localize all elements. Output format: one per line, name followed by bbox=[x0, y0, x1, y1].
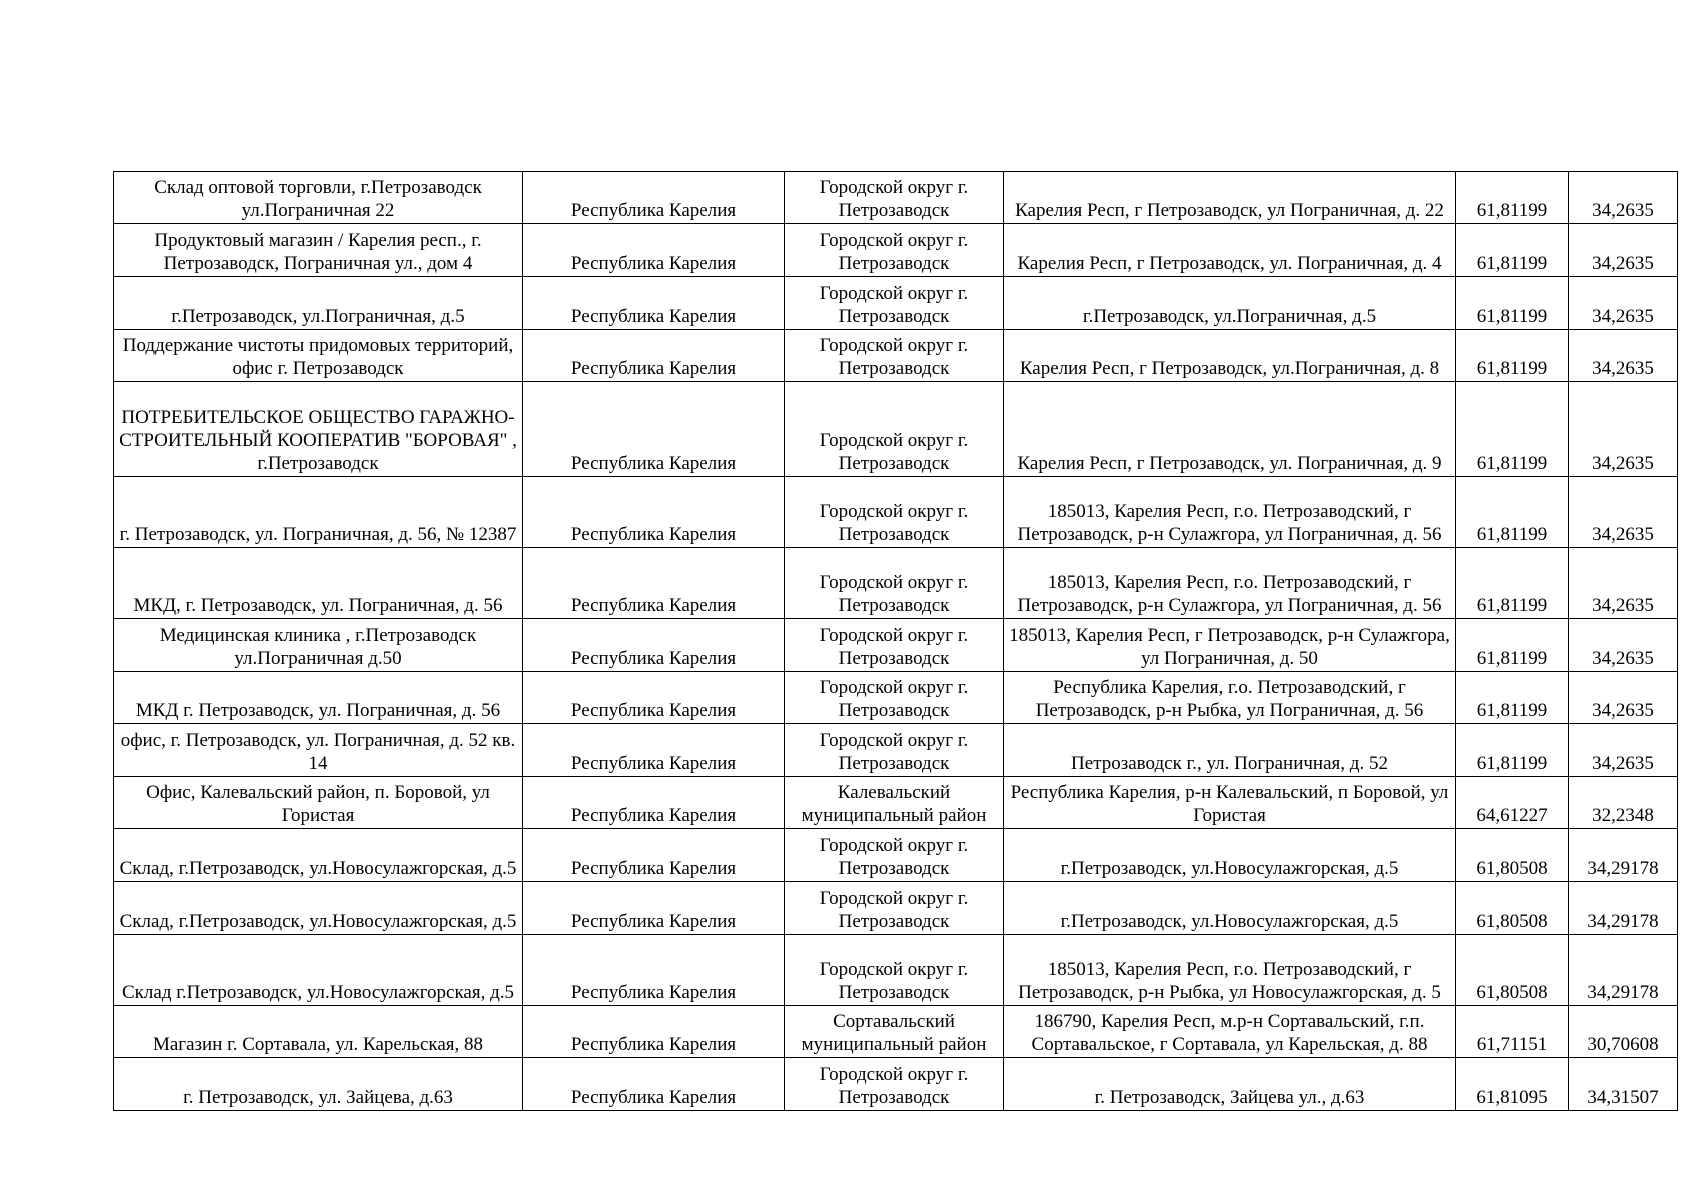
table-row bbox=[114, 829, 1678, 882]
cell-longitude: 34,29178 bbox=[1569, 882, 1678, 935]
registry-table bbox=[113, 171, 1678, 1111]
cell-region: Республика Карелия bbox=[523, 619, 785, 672]
cell-longitude: 34,2635 bbox=[1569, 724, 1678, 777]
cell-address: г.Петрозаводск, ул.Новосулажгорская, д.5 bbox=[1004, 829, 1456, 882]
cell-municipality: Городской округ г. Петрозаводск bbox=[785, 672, 1004, 724]
cell-address: 185013, Карелия Респ, г Петрозаводск, р-н Сулажгора, ул Пограничная, д. 50 bbox=[1004, 619, 1456, 672]
cell-address: Карелия Респ, г Петрозаводск, ул Пограничная, д. 22 bbox=[1004, 172, 1456, 224]
cell-region: Республика Карелия bbox=[523, 548, 785, 619]
cell-municipality: Городской округ г. Петрозаводск bbox=[785, 1058, 1004, 1111]
cell-name: МКД г. Петрозаводск, ул. Пограничная, д. 56 bbox=[114, 672, 523, 724]
table-row bbox=[114, 224, 1678, 277]
cell-longitude: 34,2635 bbox=[1569, 172, 1678, 224]
cell-longitude: 34,2635 bbox=[1569, 672, 1678, 724]
cell-longitude: 34,29178 bbox=[1569, 829, 1678, 882]
cell-name: МКД, г. Петрозаводск, ул. Пограничная, д. 56 bbox=[114, 548, 523, 619]
cell-longitude: 30,70608 bbox=[1569, 1006, 1678, 1058]
cell-address: г.Петрозаводск, ул.Новосулажгорская, д.5 bbox=[1004, 882, 1456, 935]
cell-region: Республика Карелия bbox=[523, 1058, 785, 1111]
table-row bbox=[114, 1006, 1678, 1058]
table-row bbox=[114, 619, 1678, 672]
cell-latitude: 61,81199 bbox=[1456, 224, 1569, 277]
cell-name: Склад, г.Петрозаводск, ул.Новосулажгорская, д.5 bbox=[114, 829, 523, 882]
table-row bbox=[114, 724, 1678, 777]
cell-region: Республика Карелия bbox=[523, 724, 785, 777]
cell-address: 185013, Карелия Респ, г.о. Петрозаводский, г Петрозаводск, р-н Сулажгора, ул Пограничная, д. 56 bbox=[1004, 477, 1456, 548]
cell-address: Карелия Респ, г Петрозаводск, ул. Пограничная, д. 9 bbox=[1004, 382, 1456, 477]
cell-region: Республика Карелия bbox=[523, 382, 785, 477]
cell-latitude: 61,71151 bbox=[1456, 1006, 1569, 1058]
cell-name: Продуктовый магазин / Карелия респ., г. Петрозаводск, Пограничная ул., дом 4 bbox=[114, 224, 523, 277]
cell-municipality: Городской округ г. Петрозаводск bbox=[785, 477, 1004, 548]
cell-latitude: 61,80508 bbox=[1456, 935, 1569, 1006]
cell-name: Магазин г. Сортавала, ул. Карельская, 88 bbox=[114, 1006, 523, 1058]
cell-municipality: Городской округ г. Петрозаводск bbox=[785, 829, 1004, 882]
cell-longitude: 34,2635 bbox=[1569, 224, 1678, 277]
cell-address: 185013, Карелия Респ, г.о. Петрозаводский, г Петрозаводск, р-н Рыбка, ул Новосулажгорская, д. 5 bbox=[1004, 935, 1456, 1006]
cell-name: Склад г.Петрозаводск, ул.Новосулажгорская, д.5 bbox=[114, 935, 523, 1006]
cell-region: Республика Карелия bbox=[523, 330, 785, 382]
cell-region: Республика Карелия bbox=[523, 935, 785, 1006]
table-row bbox=[114, 882, 1678, 935]
cell-latitude: 61,81095 bbox=[1456, 1058, 1569, 1111]
cell-latitude: 61,81199 bbox=[1456, 277, 1569, 330]
cell-address: Карелия Респ, г Петрозаводск, ул. Пограничная, д. 4 bbox=[1004, 224, 1456, 277]
cell-name: г.Петрозаводск, ул.Пограничная, д.5 bbox=[114, 277, 523, 330]
table-row bbox=[114, 935, 1678, 1006]
cell-region: Республика Карелия bbox=[523, 672, 785, 724]
cell-latitude: 61,81199 bbox=[1456, 382, 1569, 477]
cell-longitude: 34,2635 bbox=[1569, 277, 1678, 330]
cell-latitude: 61,80508 bbox=[1456, 829, 1569, 882]
cell-name: офис, г. Петрозаводск, ул. Пограничная, д. 52 кв. 14 bbox=[114, 724, 523, 777]
cell-name: Офис, Калевальский район, п. Боровой, ул Гористая bbox=[114, 777, 523, 829]
cell-region: Республика Карелия bbox=[523, 882, 785, 935]
cell-region: Республика Карелия bbox=[523, 829, 785, 882]
cell-region: Республика Карелия bbox=[523, 1006, 785, 1058]
registry-sheet bbox=[113, 171, 1678, 1111]
table-row bbox=[114, 1058, 1678, 1111]
cell-municipality: Калевальский муниципальный район bbox=[785, 777, 1004, 829]
cell-region: Республика Карелия bbox=[523, 277, 785, 330]
cell-latitude: 61,81199 bbox=[1456, 672, 1569, 724]
cell-name: г. Петрозаводск, ул. Зайцева, д.63 bbox=[114, 1058, 523, 1111]
registry-table-body bbox=[114, 172, 1678, 1111]
cell-municipality: Городской округ г. Петрозаводск bbox=[785, 224, 1004, 277]
cell-address: г. Петрозаводск, Зайцева ул., д.63 bbox=[1004, 1058, 1456, 1111]
table-row bbox=[114, 777, 1678, 829]
cell-address: Республика Карелия, р-н Калевальский, п Боровой, ул Гористая bbox=[1004, 777, 1456, 829]
cell-region: Республика Карелия bbox=[523, 172, 785, 224]
cell-address: г.Петрозаводск, ул.Пограничная, д.5 bbox=[1004, 277, 1456, 330]
table-row bbox=[114, 277, 1678, 330]
cell-municipality: Городской округ г. Петрозаводск bbox=[785, 172, 1004, 224]
cell-municipality: Городской округ г. Петрозаводск bbox=[785, 330, 1004, 382]
cell-region: Республика Карелия bbox=[523, 777, 785, 829]
cell-name: ПОТРЕБИТЕЛЬСКОЕ ОБЩЕСТВО ГАРАЖНО-СТРОИТЕЛЬНЫЙ КООПЕРАТИВ "БОРОВАЯ" , г.Петрозаводск bbox=[114, 382, 523, 477]
table-row bbox=[114, 172, 1678, 224]
cell-latitude: 64,61227 bbox=[1456, 777, 1569, 829]
table-row bbox=[114, 548, 1678, 619]
cell-latitude: 61,80508 bbox=[1456, 882, 1569, 935]
cell-longitude: 34,2635 bbox=[1569, 382, 1678, 477]
cell-longitude: 34,2635 bbox=[1569, 330, 1678, 382]
cell-municipality: Сортавальский муниципальный район bbox=[785, 1006, 1004, 1058]
cell-address: 186790, Карелия Респ, м.р-н Сортавальский, г.п. Сортавальское, г Сортавала, ул Карельская, д. 88 bbox=[1004, 1006, 1456, 1058]
cell-address: Карелия Респ, г Петрозаводск, ул.Пограничная, д. 8 bbox=[1004, 330, 1456, 382]
cell-name: Поддержание чистоты придомовых территорий, офис г. Петрозаводск bbox=[114, 330, 523, 382]
cell-name: Склад, г.Петрозаводск, ул.Новосулажгорская, д.5 bbox=[114, 882, 523, 935]
table-row bbox=[114, 382, 1678, 477]
cell-municipality: Городской округ г. Петрозаводск bbox=[785, 619, 1004, 672]
cell-latitude: 61,81199 bbox=[1456, 548, 1569, 619]
cell-latitude: 61,81199 bbox=[1456, 619, 1569, 672]
table-row bbox=[114, 330, 1678, 382]
cell-latitude: 61,81199 bbox=[1456, 724, 1569, 777]
cell-region: Республика Карелия bbox=[523, 224, 785, 277]
cell-longitude: 34,2635 bbox=[1569, 548, 1678, 619]
cell-latitude: 61,81199 bbox=[1456, 477, 1569, 548]
cell-name: Медицинская клиника , г.Петрозаводск ул.Пограничная д.50 bbox=[114, 619, 523, 672]
cell-name: Склад оптовой торговли, г.Петрозаводск ул.Пограничная 22 bbox=[114, 172, 523, 224]
cell-address: Республика Карелия, г.о. Петрозаводский, г Петрозаводск, р-н Рыбка, ул Пограничная, д. 56 bbox=[1004, 672, 1456, 724]
cell-latitude: 61,81199 bbox=[1456, 330, 1569, 382]
cell-address: Петрозаводск г., ул. Пограничная, д. 52 bbox=[1004, 724, 1456, 777]
cell-address: 185013, Карелия Респ, г.о. Петрозаводский, г Петрозаводск, р-н Сулажгора, ул Пограничная, д. 56 bbox=[1004, 548, 1456, 619]
cell-name: г. Петрозаводск, ул. Пограничная, д. 56, № 12387 bbox=[114, 477, 523, 548]
table-row bbox=[114, 477, 1678, 548]
cell-longitude: 34,31507 bbox=[1569, 1058, 1678, 1111]
cell-longitude: 34,29178 bbox=[1569, 935, 1678, 1006]
cell-municipality: Городской округ г. Петрозаводск bbox=[785, 935, 1004, 1006]
cell-longitude: 34,2635 bbox=[1569, 477, 1678, 548]
table-row bbox=[114, 672, 1678, 724]
cell-longitude: 32,2348 bbox=[1569, 777, 1678, 829]
cell-municipality: Городской округ г. Петрозаводск bbox=[785, 277, 1004, 330]
cell-latitude: 61,81199 bbox=[1456, 172, 1569, 224]
cell-municipality: Городской округ г. Петрозаводск bbox=[785, 882, 1004, 935]
cell-municipality: Городской округ г. Петрозаводск bbox=[785, 382, 1004, 477]
cell-region: Республика Карелия bbox=[523, 477, 785, 548]
cell-municipality: Городской округ г. Петрозаводск bbox=[785, 724, 1004, 777]
cell-municipality: Городской округ г. Петрозаводск bbox=[785, 548, 1004, 619]
cell-longitude: 34,2635 bbox=[1569, 619, 1678, 672]
